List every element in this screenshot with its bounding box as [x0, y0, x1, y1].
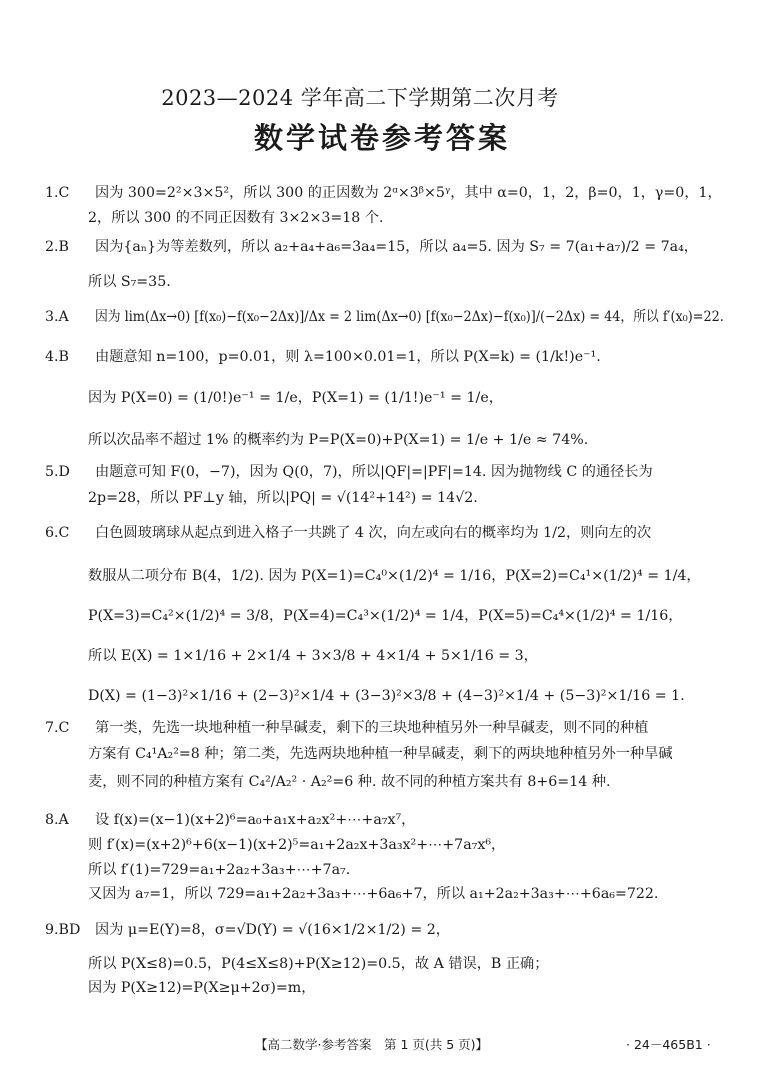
answer-9-line-3: 因为 P(X≥12)=P(X≥μ+2σ)=m，	[88, 980, 316, 996]
answer-5-label: 5.D	[45, 464, 70, 480]
answer-8-line-3: 所以 f′(1)=729=a₁+2a₂+3a₃+⋯+7a₇.	[88, 862, 351, 878]
document-title-line2: 数学试卷参考答案	[253, 121, 510, 155]
answer-5-line-1: 由题意可知 F(0，−7)，因为 Q(0，7)，所以|QF|=|PF|=14. 因为抛物线 C 的通径长为	[95, 464, 653, 480]
answer-1-line-1: 因为 300=2²×3×5²，所以 300 的正因数为 2ᵅ×3ᵝ×5ᵞ，其中 α=0，1，2，β=0，1，γ=0，1，	[95, 185, 722, 201]
answer-1-label: 1.C	[45, 185, 70, 201]
document-title-line1: 2023—2024 学年高二下学期第二次月考	[161, 86, 559, 110]
answer-6-line-5: D(X) = (1−3)²×1/16 + (2−3)²×1/4 + (3−3)²×3/8 + (4−3)²×1/4 + (5−3)²×1/16 = 1.	[88, 688, 685, 704]
answer-2-label: 2.B	[45, 239, 69, 255]
answer-7-line-3: 麦，则不同的种植方案有 C₄²/A₂² · A₂²=6 种. 故不同的种植方案共有 8+6=14 种.	[88, 774, 611, 790]
answer-4-line-3: 所以次品率不超过 1% 的概率约为 P=P(X=0)+P(X=1) = 1/e + 1/e ≈ 74%.	[88, 432, 589, 448]
answer-2-line-1: 因为{aₙ}为等差数列，所以 a₂+a₄+a₆=3a₄=15，所以 a₄=5. 因为 S₇ = 7(a₁+a₇)/2 = 7a₄，	[95, 239, 698, 255]
answer-4-line-2: 因为 P(X=0) = (1/0!)e⁻¹ = 1/e，P(X=1) = (1/1!)e⁻¹ = 1/e，	[88, 390, 503, 406]
answer-6-line-1: 白色圆玻璃球从起点到进入格子一共跳了 4 次，向左或向右的概率均为 1/2，则向左的次	[95, 525, 652, 541]
answer-6-line-2: 数服从二项分布 B(4，1/2). 因为 P(X=1)=C₄⁰×(1/2)⁴ = 1/16，P(X=2)=C₄¹×(1/2)⁴ = 1/4，	[88, 568, 701, 584]
answer-9-line-1: 因为 μ=E(Y)=8，σ=√D(Y) = √(16×1/2×1/2) = 2，	[95, 922, 450, 938]
answer-4-line-1: 由题意知 n=100，p=0.01，则 λ=100×0.01=1，所以 P(X=k) = (1/k!)e⁻¹.	[95, 349, 601, 365]
answer-3-label: 3.A	[45, 309, 69, 325]
answer-5-line-2: 2p=28，所以 PF⊥y 轴，所以|PQ| = √(14²+14²) = 14√2.	[88, 490, 478, 506]
answer-6-line-3: P(X=3)=C₄²×(1/2)⁴ = 3/8，P(X=4)=C₄³×(1/2)⁴ = 1/4，P(X=5)=C₄⁴×(1/2)⁴ = 1/16，	[88, 608, 683, 624]
answer-8-label: 8.A	[45, 812, 69, 828]
answer-3-line-1: 因为 lim(Δx→0) [f(x₀)−f(x₀−2Δx)]/Δx = 2 lim(Δx→0) [f(x₀−2Δx)−f(x₀)]/(−2Δx) = 44，所以 f′(x₀)=22.	[95, 309, 724, 325]
answer-8-line-4: 又因为 a₇=1，所以 729=a₁+2a₂+3a₃+⋯+6a₆+7，所以 a₁+2a₂+3a₃+⋯+6a₆=722.	[88, 886, 659, 902]
answer-6-label: 6.C	[45, 525, 70, 541]
page-footer: 【高二数学·参考答案 第 1 页(共 5 页)】	[255, 1037, 489, 1052]
answer-8-line-2: 则 f′(x)=(x+2)⁶+6(x−1)(x+2)⁵=a₁+2a₂x+3a₃x²+⋯+7a₇x⁶，	[88, 837, 506, 853]
answer-2-line-2: 所以 S₇=35.	[88, 274, 171, 290]
answer-8-line-1: 设 f(x)=(x−1)(x+2)⁶=a₀+a₁x+a₂x²+⋯+a₇x⁷，	[95, 812, 416, 828]
document-code: · 24－465B1 ·	[626, 1037, 711, 1052]
answer-6-line-4: 所以 E(X) = 1×1/16 + 2×1/4 + 3×3/8 + 4×1/4 + 5×1/16 = 3，	[88, 648, 538, 664]
answer-7-line-1: 第一类，先选一块地种植一种旱碱麦，剩下的三块地种植另外一种旱碱麦，则不同的种植	[95, 720, 649, 736]
answer-1-line-2: 2，所以 300 的不同正因数有 3×2×3=18 个.	[88, 210, 384, 226]
answer-9-line-2: 所以 P(X≤8)=0.5，P(4≤X≤8)+P(X≥12)=0.5，故 A 错误，B 正确；	[88, 956, 549, 972]
answer-4-label: 4.B	[45, 349, 69, 365]
answer-9-label: 9.BD	[45, 922, 81, 938]
answer-7-line-2: 方案有 C₄¹A₂²=8 种；第二类，先选两块地种植一种旱碱麦，剩下的两块地种植另外一种旱碱	[88, 746, 673, 762]
answer-7-label: 7.C	[45, 720, 70, 736]
